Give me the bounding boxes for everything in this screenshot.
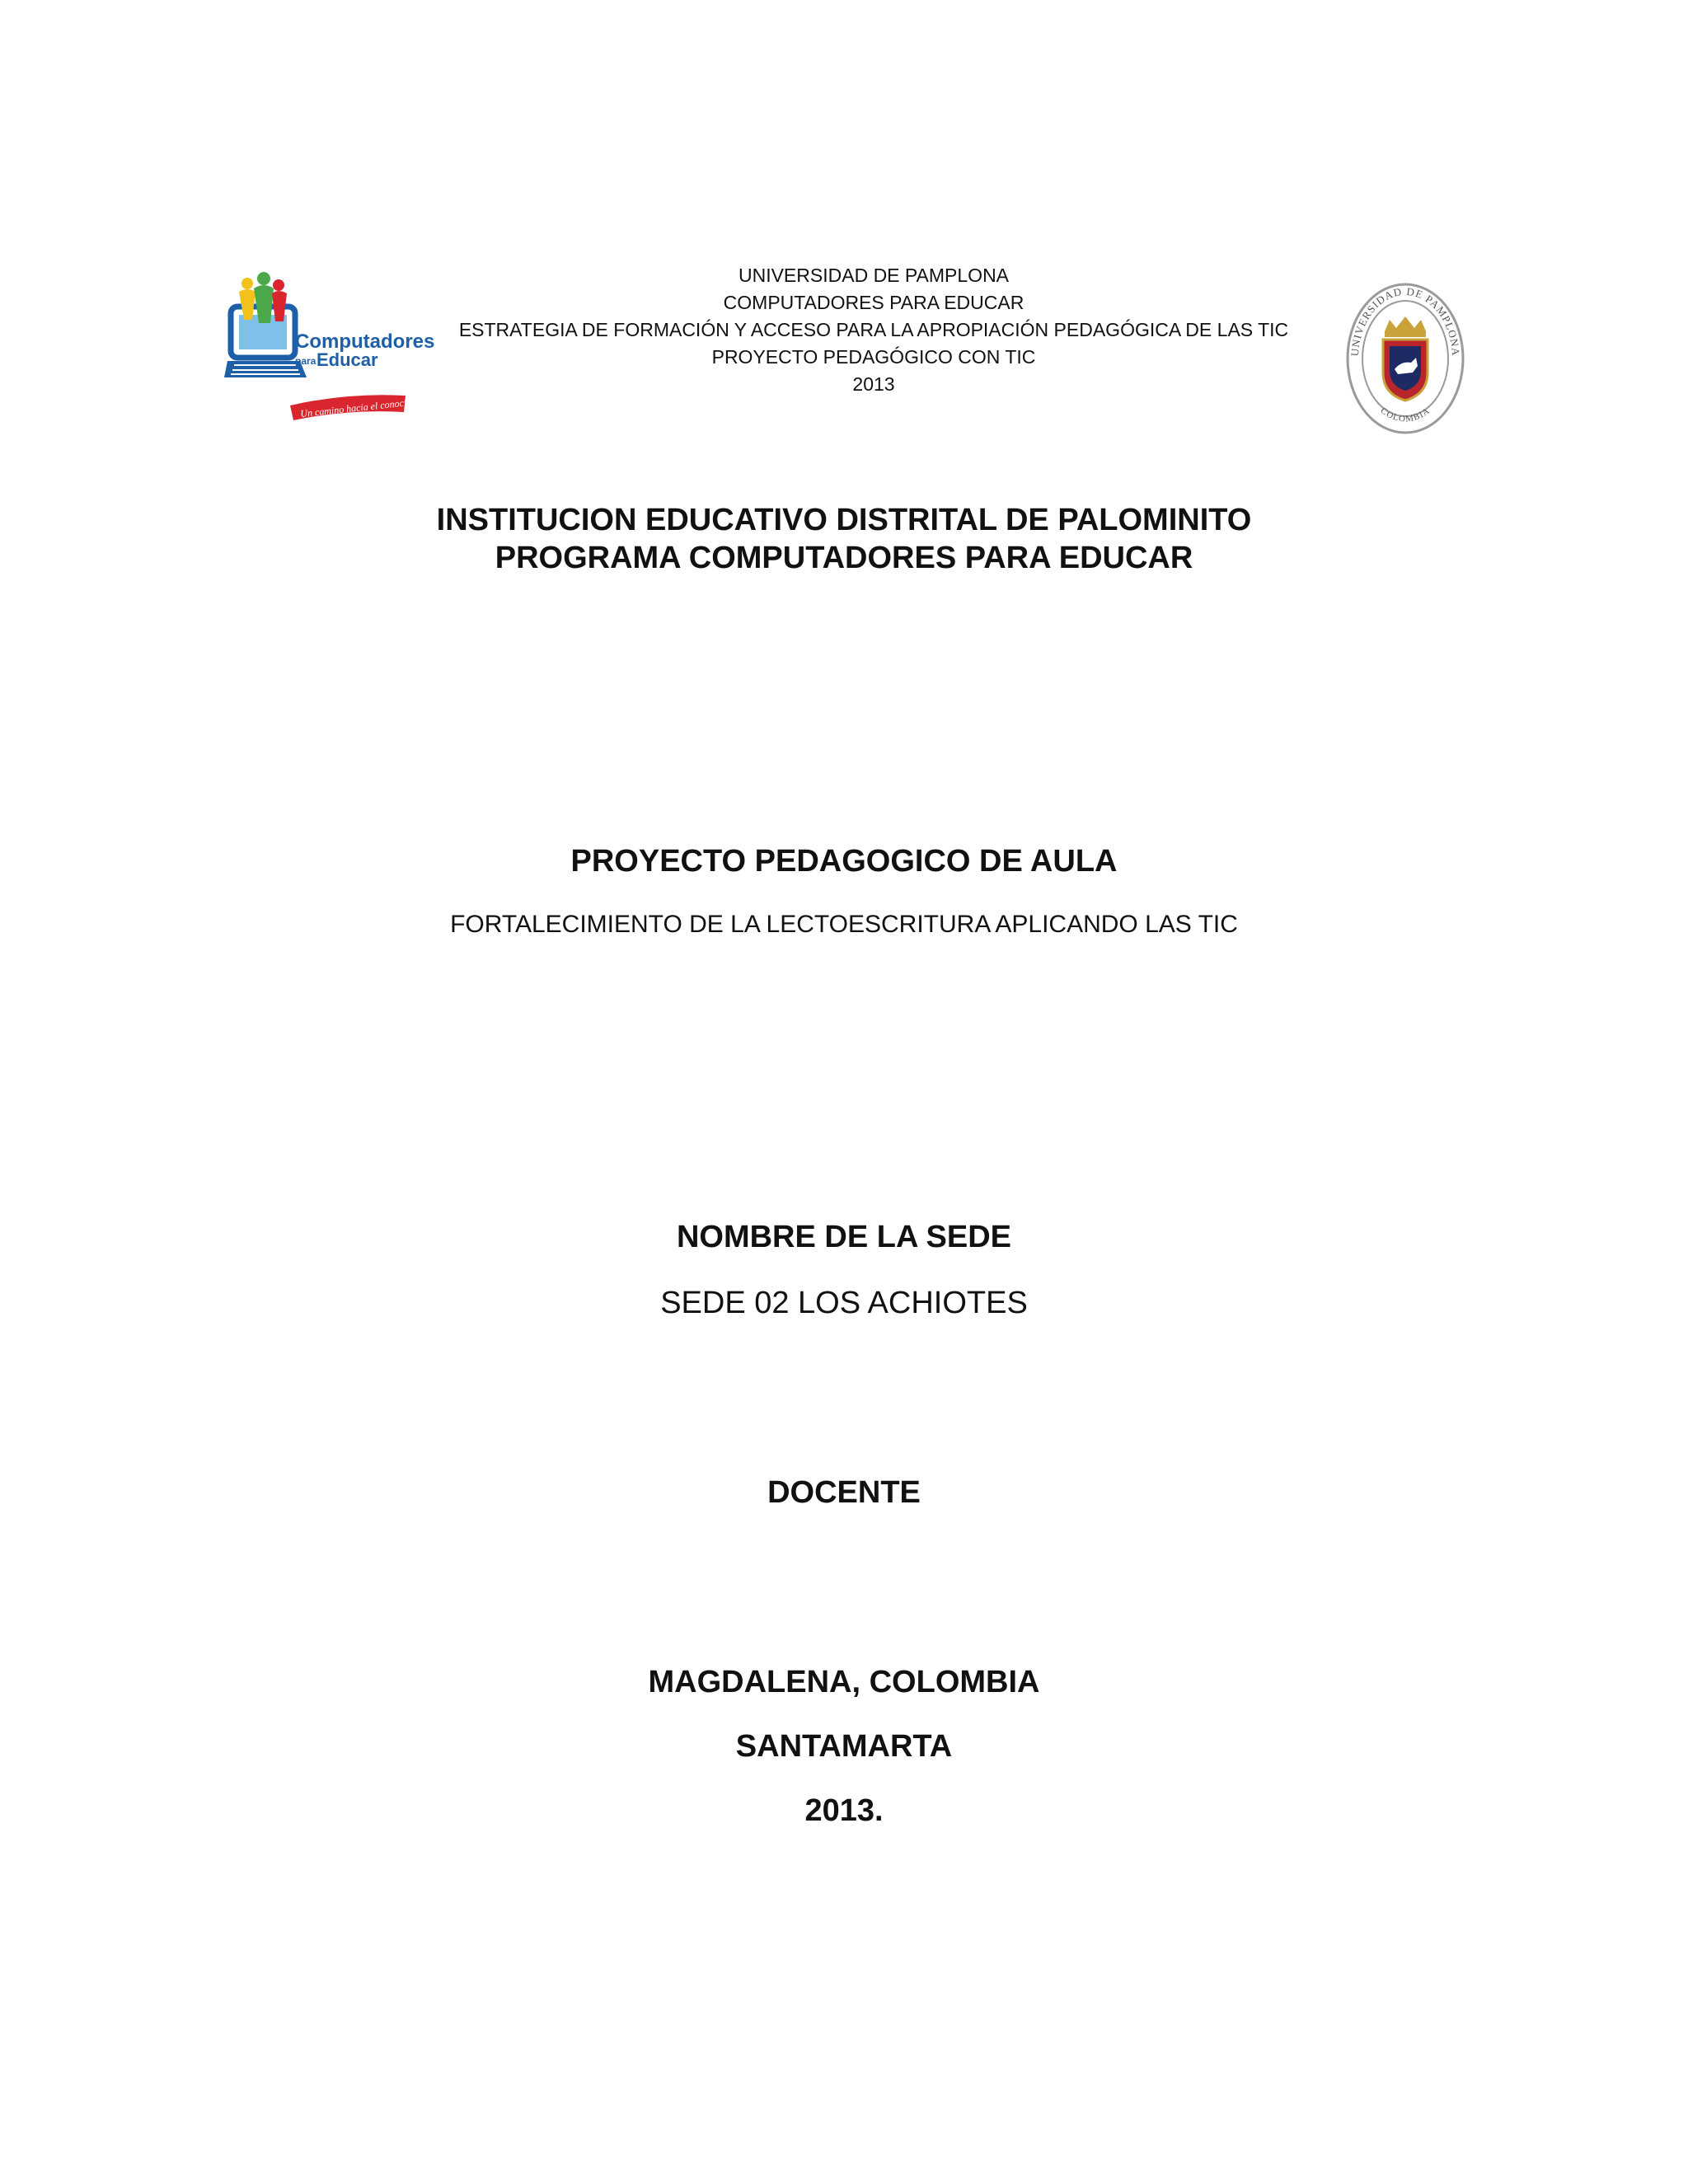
sede-label: NOMBRE DE LA SEDE: [676, 1220, 1012, 1254]
svg-text:Computadores: Computadores: [295, 330, 435, 353]
sede-value: SEDE 02 LOS ACHIOTES: [660, 1286, 1028, 1320]
location-region: MAGDALENA, COLOMBIA: [648, 1665, 1040, 1699]
header-line-university: UNIVERSIDAD DE PAMPLONA: [738, 265, 1010, 286]
computadores-para-educar-logo: [224, 272, 435, 429]
project-title: PROYECTO PEDAGOGICO DE AULA: [570, 844, 1118, 879]
svg-text:COLOMBIA: COLOMBIA: [1378, 405, 1432, 424]
header-line-year: 2013: [852, 373, 895, 395]
location-city: SANTAMARTA: [735, 1729, 953, 1764]
project-subtitle: FORTALECIMIENTO DE LA LECTOESCRITURA APLICANDO LAS TIC: [450, 911, 1238, 938]
svg-text:Educar: Educar: [316, 349, 378, 370]
docente-label: DOCENTE: [767, 1475, 921, 1510]
svg-text:para: para: [295, 355, 316, 367]
institution-title: [0, 501, 1688, 577]
institution-line-2: PROGRAMA COMPUTADORES PARA EDUCAR: [495, 541, 1193, 575]
header-line-strategy: ESTRATEGIA DE FORMACIÓN Y ACCESO PARA LA APROPIACIÓN PEDAGÓGICA DE LAS TIC: [458, 319, 1289, 340]
universidad-de-pamplona-seal: [1343, 280, 1467, 437]
institution-line-1: INSTITUCION EDUCATIVO DISTRITAL DE PALOMINITO: [436, 503, 1252, 537]
document-header: [412, 262, 1335, 398]
svg-text:Un camino hacia el conocimient: Un camino hacia el conocimiento: [299, 394, 434, 420]
header-line-project: PROYECTO PEDAGÓGICO CON TIC: [711, 346, 1036, 368]
svg-text:UNIVERSIDAD DE PAMPLONA: UNIVERSIDAD DE PAMPLONA: [1348, 284, 1463, 357]
document-year: 2013.: [804, 1793, 884, 1828]
header-line-program: COMPUTADORES PARA EDUCAR: [723, 292, 1025, 313]
